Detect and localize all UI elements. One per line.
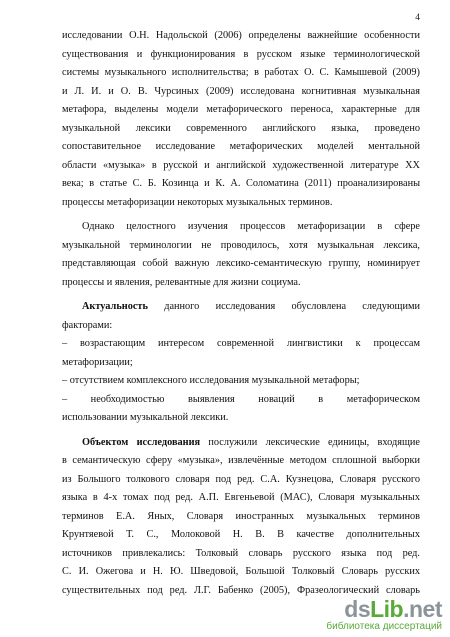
object-heading: Объектом исследования [82,436,201,448]
text-line [62,298,420,317]
document-body [62,27,420,600]
text-line: века; в статье С. Б. Козинца и К. А. Соломатина (2011) проанализированы [62,178,420,189]
text-line: существования и функционирования в русском языке терминологической [62,48,420,60]
paragraph-2 [62,218,420,292]
text-line: источников привлекались: Толковый словарь русского языка под ред. [62,547,420,559]
text-line: метафора, выделены модели метафорического переноса, характерные для [62,104,420,115]
text-line: Крунтяевой Т. С., Молоковой Н. В. В качестве дополнительных [62,529,420,540]
text-line: факторами: [62,319,113,331]
text-line: метафоризации; [62,356,133,368]
list-item: – возрастающим интересом современной лингвистики к процессам [62,338,420,349]
text-line: использовании музыкальной лексики. [62,412,229,423]
text-line: процессы метафоризации некоторых музыкальных терминов. [62,196,333,208]
text-line: и Л. И. и О. В. Чурсиных (2009) исследована когнитивная музыкальная [62,85,420,97]
text-line: терминов Е.А. Яных, Словаря иностранных музыкальных терминов [62,510,420,522]
text-line: музыкальной лексики современного английского языка, проведено [62,122,420,134]
text-line: процессы и явления, релевантные для жизни социума. [62,276,301,288]
paragraph-object [62,434,420,601]
text-line: музыкальной терминологии не проводилось, хотя музыкальная лексика, [62,239,420,251]
text-line: в семантическую сферу «музыка», извлечённые методом сплошной выборки [62,455,420,466]
text-line: Однако целостного изучения процессов метафоризации в сфере [82,221,420,232]
text-fragment: послужили лексические единицы, входящие [200,436,420,448]
text-line: системы музыкального исполнительства; в работах О. С. Камышевой (2009) [62,67,420,78]
text-fragment: данного исследования обусловлена следующими [147,301,420,312]
dslib-watermark [326,597,442,633]
text-line: области «музыка» в русской и английской художественной литературе XX [62,159,420,171]
list-item: – необходимостью выявления новаций в метафорическом [62,393,420,405]
page-number: 4 [415,13,420,23]
text-line: С. И. Ожегова и Н. Ю. Шведовой, Большой Толковый Словарь русских [62,566,420,577]
text-line: языка в 4-х томах под ред. А.П. Евгеньевой (МАС), Словаря музыкальных [62,492,420,503]
text-line: существительных под ред. Л.Г. Бабенко (2005), Фразеологический словарь [62,584,420,596]
dslib-logo: dsLib.net [344,596,442,622]
paragraph-relevance [62,298,420,428]
text-line: исследовании О.Н. Надольской (2006) определены важнейшие особенности [62,30,420,41]
text-line: из Большого толкового словаря под ред. С.А. Кузнецова, Словаря русского [62,473,420,485]
text-line [62,434,420,453]
dslib-subtitle: библиотека диссертаций [326,621,442,632]
relevance-heading: Актуальность [82,301,148,312]
paragraph-1 [62,27,420,212]
list-item: – отсутствием комплексного исследования музыкальной метафоры; [62,375,360,386]
text-line: сопоставительное исследование метафорических моделей ментальной [62,141,420,152]
text-line: представляющая собой важную лексико-семантическую группу, номинирует [62,258,420,269]
